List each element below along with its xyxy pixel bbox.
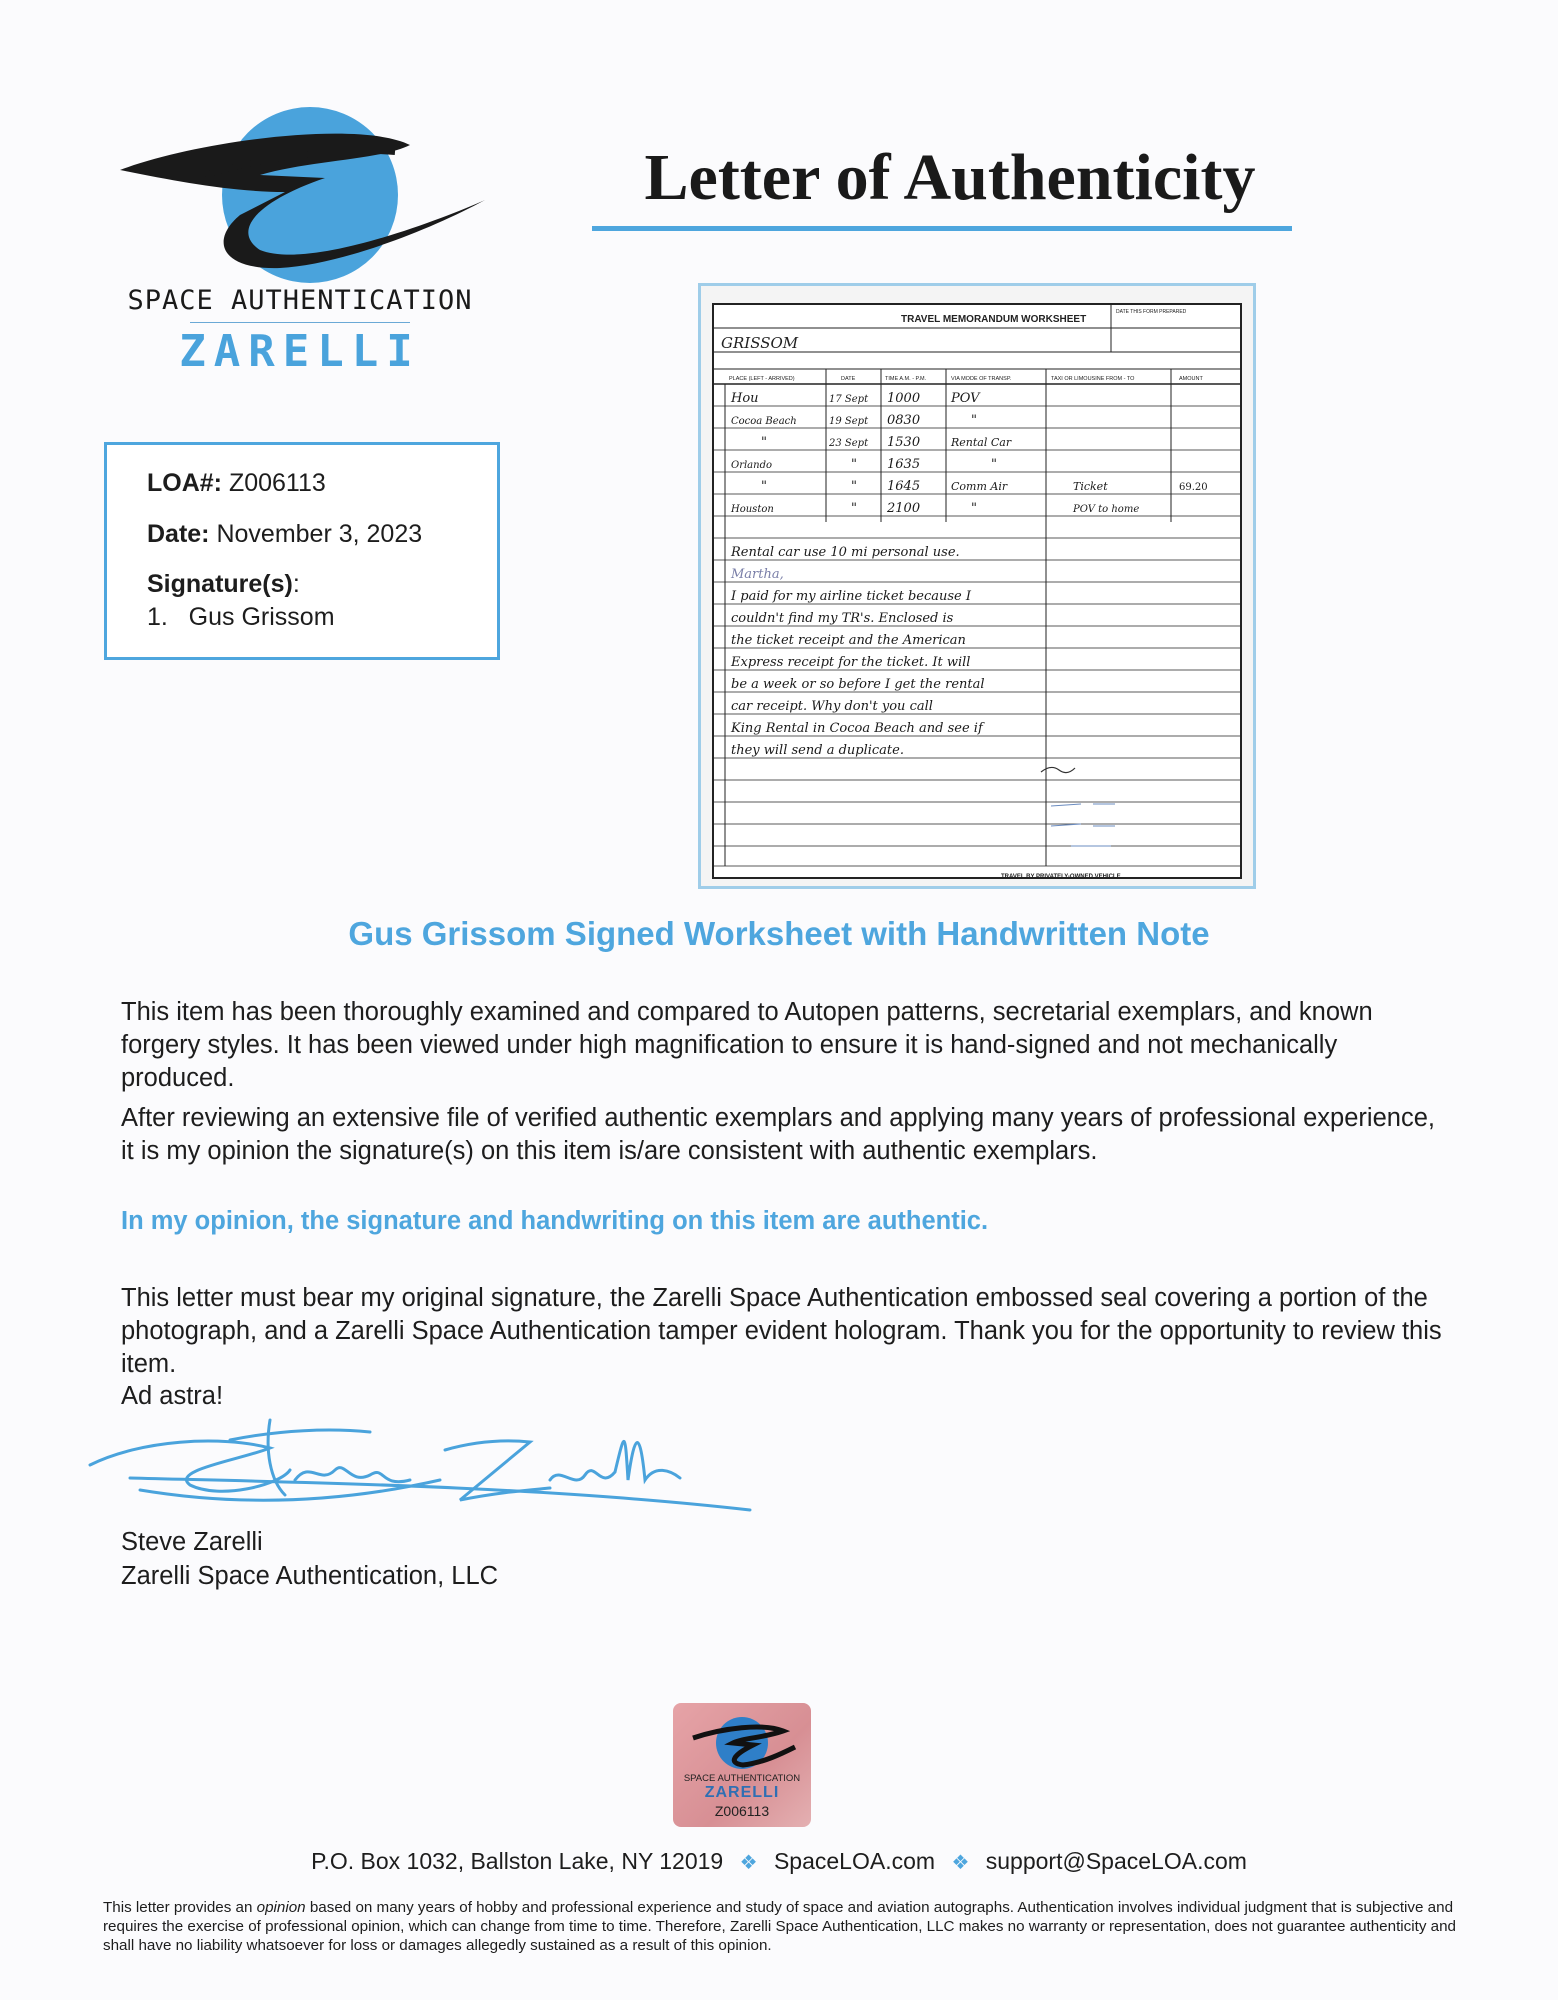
hologram-logo-icon [673, 1703, 811, 1773]
worksheet-cell: Houston [731, 504, 774, 515]
loa-signature-item: 1. Gus Grissom [147, 603, 335, 631]
loa-signatures-label: Signature(s) [147, 570, 293, 598]
signer-company: Zarelli Space Authentication, LLC [121, 1562, 499, 1590]
hologram-serial: Z006113 [714, 1803, 770, 1819]
worksheet-cell: 2100 [887, 501, 921, 516]
diamond-icon: ❖ [951, 1852, 970, 1874]
paragraph-examination: This item has been thoroughly examined and compared to Autopen patterns, secretarial exemplars, and known forgery styles. It has been viewed under high magnification to ensure it is hand-signed and not mechanically produced. [121, 998, 1373, 1092]
tamper-hologram [673, 1703, 811, 1827]
worksheet-cell: Rental Car [951, 436, 1012, 449]
hologram-text-line1: SPACE AUTHENTICATION [683, 1773, 801, 1784]
worksheet-col-taxi: TAXI OR LIMOUSINE FROM - TO [1051, 376, 1135, 382]
worksheet-cell: Ticket [1073, 480, 1108, 493]
worksheet-cell: 1645 [887, 479, 921, 494]
hologram-text-line2: ZARELLI [704, 1784, 780, 1801]
worksheet-cell: Hou [731, 391, 759, 406]
worksheet-title: TRAVEL MEMORANDUM WORKSHEET [901, 314, 1087, 325]
worksheet-cell: POV to home [1073, 504, 1140, 515]
worksheet-header-right: DATE THIS FORM PREPARED [1116, 309, 1187, 315]
worksheet-col-place: PLACE (LEFT - ARRIVED) [729, 376, 795, 382]
worksheet-cell: " [851, 479, 857, 494]
diamond-icon: ❖ [739, 1852, 758, 1874]
worksheet-note-line: King Rental in Cocoa Beach and see if [731, 721, 983, 736]
worksheet-cell: 1530 [887, 435, 921, 450]
worksheet-cell: " [991, 457, 997, 472]
worksheet-note-line: Rental car use 10 mi personal use. [731, 545, 960, 560]
handwritten-signature [80, 1410, 760, 1520]
worksheet-cell: 23 Sept [829, 438, 869, 449]
paragraph-requirements: This letter must bear my original signature, the Zarelli Space Authentication embossed seal covering a portion of the photograph, and a Zarelli Space Authentication tamper evident hologram. Thank you for the opportunity to review this item. [121, 1284, 1442, 1378]
worksheet-cell: " [761, 435, 767, 450]
worksheet-note-line: Martha, [731, 567, 784, 582]
brand-divider [190, 322, 410, 323]
worksheet-col-time: TIME A.M. - P.M. [885, 376, 927, 382]
disclaimer-text: based on many years of hobby and professional experience and study of space and aviation autographs. Authentication involves individual judgment that is subjective and requires the exercise of professional opinion, which can change from time to time. Therefore, Zarelli Space Authentication, LLC makes no warranty or representation, does not guarantee authenticity and shall have no liability whatsoever for loss or damages allegedly sustained as a result of this opinion. [103, 1899, 1457, 1954]
worksheet-document [701, 286, 1253, 886]
disclaimer-text: This letter provides an [103, 1899, 257, 1916]
worksheet-cell: " [851, 457, 857, 472]
worksheet-cell: Orlando [731, 460, 773, 471]
worksheet-note-line: Express receipt for the ticket. It will [731, 655, 971, 670]
worksheet-name: GRISSOM [721, 334, 799, 352]
worksheet-note-line: be a week or so before I get the rental [731, 677, 985, 692]
worksheet-cell: " [761, 479, 767, 494]
worksheet-note-line: I paid for my airline ticket because I [731, 589, 972, 604]
worksheet-note-line: the ticket receipt and the American [731, 633, 966, 648]
worksheet-col-via: VIA MODE OF TRANSP. [951, 376, 1012, 382]
worksheet-note-line: they will send a duplicate. [731, 743, 904, 758]
item-subtitle: Gus Grissom Signed Worksheet with Handwritten Note [348, 915, 1210, 952]
company-logo [110, 100, 510, 380]
worksheet-cell: " [971, 413, 977, 428]
worksheet-cell: 17 Sept [829, 394, 869, 405]
worksheet-col-date: DATE [841, 376, 856, 382]
page-title: Letter of Authenticity [644, 141, 1256, 214]
closing-salutation: Ad astra! [121, 1382, 224, 1410]
worksheet-cell: 1000 [887, 391, 921, 406]
brand-name-line1: SPACE AUTHENTICATION [127, 285, 473, 316]
worksheet-cell: Cocoa Beach [731, 416, 797, 427]
worksheet-col-amount: AMOUNT [1179, 376, 1203, 382]
brand-name-line2: ZARELLI [179, 326, 421, 377]
loa-date-value: November 3, 2023 [216, 520, 423, 548]
worksheet-cell: POV [951, 391, 980, 406]
worksheet-cell: 69.20 [1179, 482, 1208, 493]
disclaimer-emphasis: opinion [256, 1899, 306, 1916]
loa-number-value: Z006113 [228, 469, 326, 497]
paragraph-review: After reviewing an extensive file of verified authentic exemplars and applying many years of professional experience, it is my opinion the signature(s) on this item is/are consistent with authentic exemplars. [121, 1104, 1435, 1165]
worksheet-cell: 0830 [887, 413, 921, 428]
worksheet-cell: 19 Sept [829, 416, 869, 427]
contact-address: P.O. Box 1032, Ballston Lake, NY 12019 [311, 1848, 724, 1874]
loa-number-line [147, 469, 326, 498]
loa-signatures-colon: : [292, 570, 300, 598]
loa-date-label: Date: [147, 520, 210, 548]
worksheet-cell: " [971, 501, 977, 516]
loa-info-box [104, 442, 500, 660]
worksheet-note-line: couldn't find my TR's. Enclosed is [731, 611, 954, 626]
worksheet-note-line: car receipt. Why don't you call [731, 699, 933, 714]
legal-disclaimer [103, 1898, 1468, 1955]
opinion-statement: In my opinion, the signature and handwriting on this item are authentic. [121, 1207, 989, 1235]
worksheet-cell: 1635 [887, 457, 921, 472]
loa-signatures-heading [147, 570, 300, 599]
signer-name: Steve Zarelli [121, 1528, 263, 1556]
loa-number-label: LOA#: [147, 469, 222, 497]
worksheet-footer: TRAVEL BY PRIVATELY-OWNED VEHICLE [1001, 874, 1121, 880]
worksheet-cell: Comm Air [951, 480, 1008, 493]
worksheet-cell: " [851, 501, 857, 516]
contact-website-link[interactable]: SpaceLOA.com [773, 1848, 936, 1874]
orbit-logo-icon [110, 100, 510, 290]
title-underline [592, 226, 1292, 231]
worksheet-image [698, 283, 1256, 889]
loa-date-line [147, 520, 422, 549]
contact-email-link[interactable]: support@SpaceLOA.com [985, 1848, 1247, 1874]
contact-footer [0, 1848, 1558, 1875]
